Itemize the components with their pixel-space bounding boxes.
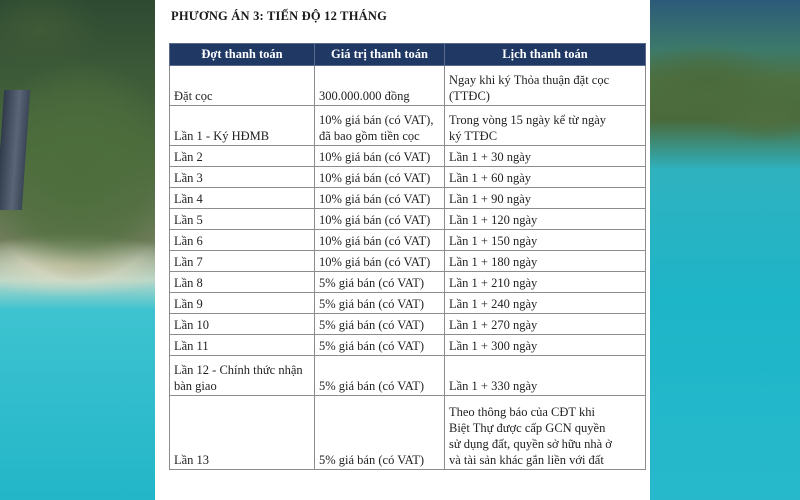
- table-row: [170, 106, 646, 146]
- installment-cell: Lần 7: [170, 251, 315, 272]
- amount-cell: 300.000.000 đồng: [315, 66, 445, 106]
- installment-cell: Lần 5: [170, 209, 315, 230]
- table-row: [170, 167, 646, 188]
- installment-cell: Lần 12 - Chính thức nhận bàn giao: [170, 356, 315, 396]
- table-row: [170, 66, 646, 106]
- table-header-row: [170, 44, 646, 66]
- background-resort-aerial-left: [0, 0, 155, 500]
- schedule-cell: Lần 1 + 180 ngày: [445, 251, 646, 272]
- schedule-cell: Lần 1 + 120 ngày: [445, 209, 646, 230]
- schedule-cell: Lần 1 + 300 ngày: [445, 335, 646, 356]
- table-row: [170, 396, 646, 470]
- amount-cell: 10% giá bán (có VAT): [315, 188, 445, 209]
- amount-cell: 10% giá bán (có VAT): [315, 251, 445, 272]
- table-row: [170, 188, 646, 209]
- schedule-cell: Trong vòng 15 ngày kể từ ngày ký TTĐC: [445, 106, 646, 146]
- amount-cell: 10% giá bán (có VAT): [315, 167, 445, 188]
- hotel-tower-image: [0, 90, 30, 210]
- amount-cell: 5% giá bán (có VAT): [315, 293, 445, 314]
- table-row: [170, 335, 646, 356]
- schedule-cell: Theo thông báo của CĐT khi Biệt Thự được cấp GCN quyền sử dụng đất, quyền sở hữu nhà ở và tài sản khác gắn liền với đất: [445, 396, 646, 470]
- installment-cell: Lần 6: [170, 230, 315, 251]
- installment-cell: Lần 4: [170, 188, 315, 209]
- table-row: [170, 314, 646, 335]
- schedule-cell: Ngay khi ký Thỏa thuận đặt cọc (TTĐC): [445, 66, 646, 106]
- schedule-cell: Lần 1 + 150 ngày: [445, 230, 646, 251]
- schedule-cell: Lần 1 + 240 ngày: [445, 293, 646, 314]
- installment-cell: Lần 3: [170, 167, 315, 188]
- table-row: [170, 251, 646, 272]
- installment-cell: Lần 13: [170, 396, 315, 470]
- installment-cell: Lần 10: [170, 314, 315, 335]
- payment-schedule-table: [169, 43, 646, 470]
- schedule-cell: Lần 1 + 270 ngày: [445, 314, 646, 335]
- schedule-cell: Lần 1 + 210 ngày: [445, 272, 646, 293]
- content-panel: [155, 0, 650, 500]
- amount-cell: 10% giá bán (có VAT), đã bao gồm tiền cọc: [315, 106, 445, 146]
- table-row: [170, 293, 646, 314]
- amount-cell: 10% giá bán (có VAT): [315, 230, 445, 251]
- table-row: [170, 272, 646, 293]
- amount-cell: 10% giá bán (có VAT): [315, 146, 445, 167]
- amount-cell: 5% giá bán (có VAT): [315, 314, 445, 335]
- amount-cell: 5% giá bán (có VAT): [315, 356, 445, 396]
- column-header-installment: Đợt thanh toán: [170, 44, 315, 66]
- table-body: [170, 66, 646, 470]
- installment-cell: Lần 9: [170, 293, 315, 314]
- installment-cell: Lần 11: [170, 335, 315, 356]
- amount-cell: 10% giá bán (có VAT): [315, 209, 445, 230]
- table-row: [170, 209, 646, 230]
- schedule-cell: Lần 1 + 30 ngày: [445, 146, 646, 167]
- amount-cell: 5% giá bán (có VAT): [315, 335, 445, 356]
- installment-cell: Lần 8: [170, 272, 315, 293]
- installment-cell: Đặt cọc: [170, 66, 315, 106]
- table-row: [170, 356, 646, 396]
- amount-cell: 5% giá bán (có VAT): [315, 272, 445, 293]
- installment-cell: Lần 1 - Ký HĐMB: [170, 106, 315, 146]
- schedule-cell: Lần 1 + 330 ngày: [445, 356, 646, 396]
- background-sea-right: [645, 0, 800, 500]
- amount-cell: 5% giá bán (có VAT): [315, 396, 445, 470]
- column-header-schedule: Lịch thanh toán: [445, 44, 646, 66]
- schedule-cell: Lần 1 + 60 ngày: [445, 167, 646, 188]
- installment-cell: Lần 2: [170, 146, 315, 167]
- table-row: [170, 146, 646, 167]
- schedule-cell: Lần 1 + 90 ngày: [445, 188, 646, 209]
- column-header-amount: Giá trị thanh toán: [315, 44, 445, 66]
- table-row: [170, 230, 646, 251]
- section-heading: PHƯƠNG ÁN 3: TIẾN ĐỘ 12 THÁNG: [171, 9, 387, 23]
